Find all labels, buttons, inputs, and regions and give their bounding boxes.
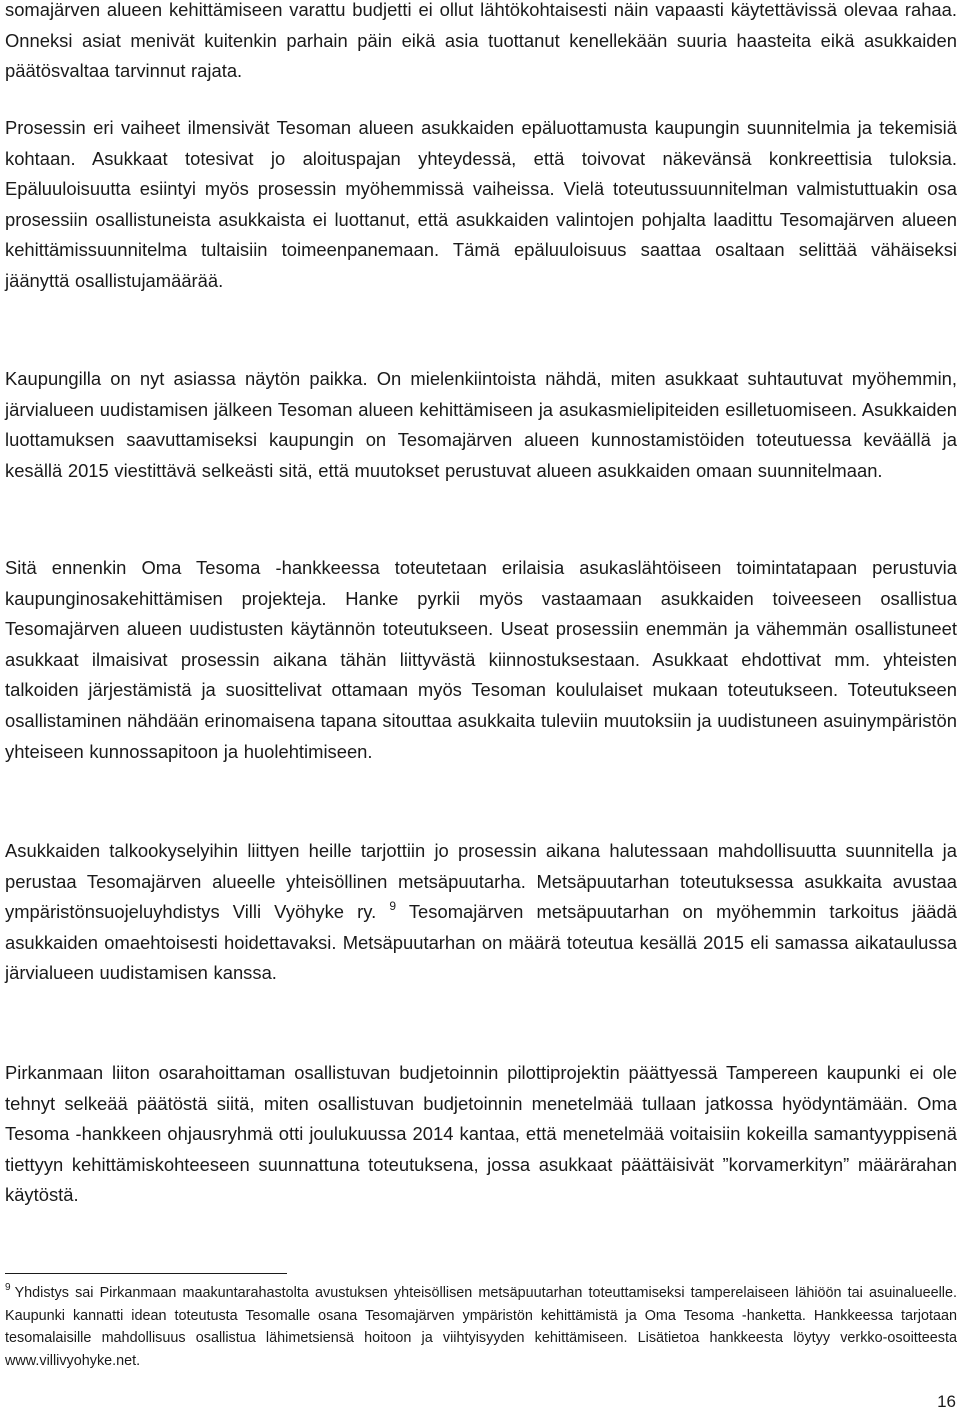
page-number: 16 <box>937 1392 956 1411</box>
forest-garden-text-before: Asukkaiden talkookyselyihin liittyen heille tarjottiin jo prosessin aikana halutessaan mahdollisuutta suunnitella ja perustaa Tesomajärven alueelle yhteisöllinen metsäpuutarha. Metsäpuutarhan toteutuksessa asukkaita avustaa ympäristönsuojeluyhdistys Villi Vyöhyke ry. <box>5 840 957 923</box>
paragraph-distrust: Prosessin eri vaiheet ilmensivät Tesoman alueen asukkaiden epäluottamusta kaupungin suunnitelmia ja tekemisiä kohtaan. Asukkaat totesivat jo aloituspajan yhteydessä, että toivovat näkevänsä konkreettisia tuloksia. Epäluuloisuutta esiintyi myös prosessin myöhemmissä vaiheissa. Vielä toteutussuunnitelman valmistuttuakin osa prosessiin osallistuneista asukkaista ei luottanut, että asukkaiden valintojen pohjalta laadittu Tesomajärven alueen kehittämissuunnitelma tultaisiin toimeenpanemaan. Tämä epäluuloisuus saattaa osaltaan selittää vähäiseksi jäänyttä osallistujamäärää. <box>5 117 957 291</box>
paragraph-budget: somajärven alueen kehittämiseen varattu budjetti ei ollut lähtökohtaisesti näin vapaasti käytettävissä olevaa rahaa. Onneksi asiat menivät kuitenkin parhain päin eikä asia tuottanut kenellekään suuria haasteita eikä asukkaiden päätösvaltaa tarvinnut rajata. <box>5 0 957 82</box>
paragraph-forest-garden <box>5 836 957 989</box>
paragraph-oma-tesoma: Sitä ennenkin Oma Tesoma -hankkeessa toteutetaan erilaisia asukaslähtöiseen toimintatapaan perustuvia kaupunginosakehittämisen projekteja. Hanke pyrkii myös vastaamaan asukkaiden toiveeseen osallistua Tesomajärven alueen uudistusten käytännön toteutukseen. Useat prosessiin enemmän ja vähemmän osallistuneet asukkaat ilmaisivat prosessin aikana tähän liittyvästä kiinnostuksestaan. Asukkaat ehdottivat mm. yhteisten talkoiden järjestämistä ja suosittelivat ottamaan myös Tesoman koululaiset mukaan toteutukseen. Toteutukseen osallistaminen nähdään erinomaisena tapana sitouttaa asukkaita tuleviin muutoksiin ja uudistuneen asuinympäristön yhteiseen kunnossapitoon ja huolehtimiseen. <box>5 557 957 762</box>
footnote-reference: 9 <box>389 899 397 914</box>
footnote-number: 9 <box>5 1282 11 1293</box>
footnote-text: Yhdistys sai Pirkanmaan maakuntarahastolta avustuksen yhteisöllisen metsäpuutarhan toteuttamiseksi tamperelaiseen lähiöön tai asuinalueelle. Kaupunki kannatti idean toteutusta Tesomalle osana Tesomajärven ympäristön kehittämistä ja Oma Tesoma -hanketta. Hankkeessa tarjotaan tesomalaisille mahdollisuus osallistua lähimetsiensä hoitoon ja viihtyisyyden kehittämiseen. Lisätietoa hankkeesta löytyy verkko-osoitteesta www.villivyohyke.net. <box>5 1285 957 1369</box>
footnote-divider <box>5 1273 287 1274</box>
forest-garden-text-after: Tesomajärven metsäpuutarhan on myöhemmin tarkoitus jäädä asukkaiden omaehtoisesti hoidettavaksi. Metsäpuutarhan on määrä toteutua kesällä 2015 eli samassa aikataulussa järvialueen uudistamisen kanssa. <box>5 901 957 984</box>
paragraph-city-proof: Kaupungilla on nyt asiassa näytön paikka. On mielenkiintoista nähdä, miten asukkaat suhtautuvat myöhemmin, järvialueen uudistamisen jälkeen Tesoman alueen kehittämiseen ja asukasmielipiteiden esilletuomiseen. Asukkaiden luottamuksen saavuttamiseksi kaupungin on Tesomajärven alueen kunnostamistöiden toteutuessa keväällä ja kesällä 2015 viestittävä selkeästi sitä, että muutokset perustuvat alueen asukkaiden omaan suunnitelmaan. <box>5 368 957 481</box>
paragraph-participatory-budgeting: Pirkanmaan liiton osarahoittaman osallistuvan budjetoinnin pilottiprojektin päättyessä Tampereen kaupunki ei ole tehnyt selkeää päätöstä siitä, miten osallistuvan budjetoinnin menetelmää tullaan jatkossa hyödyntämään. Oma Tesoma -hankkeen ohjausryhmä otti joulukuussa 2014 kantaa, että menetelmää voitaisiin kokeilla samantyyppisenä tiettyyn kehittämiskohteeseen suunnattuna toteutuksena, jossa asukkaat päättäisivät ”korvamerkityn” määrärahan käytöstä. <box>5 1062 957 1206</box>
footnote <box>5 1282 957 1372</box>
